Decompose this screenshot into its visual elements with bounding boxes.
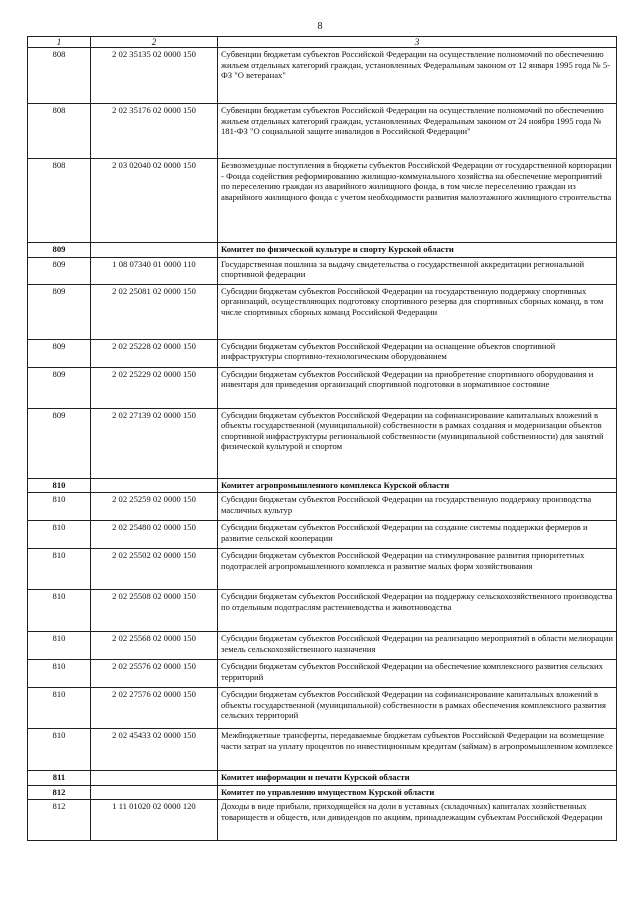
table-row xyxy=(28,284,617,339)
revenue-name-cell: Комитет информации и печати Курской области xyxy=(218,771,617,786)
budget-class-code-cell: 2 02 27576 02 0000 150 xyxy=(91,688,218,729)
revenue-name-cell: Субсидии бюджетам субъектов Российской Федерации на обеспечение комплексного развития сельских территорий xyxy=(218,660,617,688)
revenue-name-cell: Безвозмездные поступления в бюджеты субъектов Российской Федерации от государственной корпорации - Фонда содействия реформированию жилищно-коммунального хозяйства на обеспечение мероприятий по переселению граждан из аварийного жилищного фонда, в том числе переселению граждан из аварийного жилищного фонда с учетом необходимости развития малоэтажного жилищного строительства xyxy=(218,159,617,243)
revenue-codes-table xyxy=(27,36,617,841)
revenue-name-cell: Субсидии бюджетам субъектов Российской Федерации на приобретение спортивного оборудования и инвентаря для приведения организаций спортивной подготовки в нормативное состояние xyxy=(218,367,617,408)
column-number-3: 3 xyxy=(218,37,617,48)
admin-code-cell: 809 xyxy=(28,257,91,284)
admin-code-cell: 809 xyxy=(28,367,91,408)
column-number-row xyxy=(28,37,617,48)
table-row xyxy=(28,729,617,771)
budget-class-code-cell: 2 03 02040 02 0000 150 xyxy=(91,159,218,243)
revenue-name-cell: Комитет агропромышленного комплекса Курской области xyxy=(218,478,617,493)
budget-class-code-cell: 1 11 01020 02 0000 120 xyxy=(91,800,218,841)
revenue-name-cell: Межбюджетные трансферты, передаваемые бюджетам субъектов Российской Федерации на возмещение части затрат на уплату процентов по инвестиционным кредитам (займам) в агропромышленном комплексе xyxy=(218,729,617,771)
table-row xyxy=(28,104,617,159)
budget-class-code-cell xyxy=(91,478,218,493)
budget-class-code-cell: 2 02 25229 02 0000 150 xyxy=(91,367,218,408)
table-row xyxy=(28,632,617,660)
admin-code-cell: 812 xyxy=(28,800,91,841)
table-row xyxy=(28,48,617,104)
admin-code-cell: 810 xyxy=(28,632,91,660)
budget-class-code-cell: 2 02 25502 02 0000 150 xyxy=(91,549,218,590)
budget-class-code-cell: 2 02 25228 02 0000 150 xyxy=(91,339,218,367)
revenue-name-cell: Субвенции бюджетам субъектов Российской Федерации на осуществление полномочий по обеспечению жильем отдельных категорий граждан, установленных Федеральным законом от 24 ноября 1995 года № 181-ФЗ "О социальной защите инвалидов в Российской Федерации" xyxy=(218,104,617,159)
budget-class-code-cell: 2 02 25081 02 0000 150 xyxy=(91,284,218,339)
table-row xyxy=(28,408,617,478)
admin-code-cell: 810 xyxy=(28,493,91,521)
admin-code-cell: 810 xyxy=(28,478,91,493)
revenue-name-cell: Комитет по физической культуре и спорту Курской области xyxy=(218,243,617,258)
admin-code-cell: 808 xyxy=(28,48,91,104)
table-row xyxy=(28,800,617,841)
budget-class-code-cell: 2 02 35176 02 0000 150 xyxy=(91,104,218,159)
table-row xyxy=(28,549,617,590)
budget-class-code-cell: 2 02 25480 02 0000 150 xyxy=(91,521,218,549)
admin-code-cell: 808 xyxy=(28,104,91,159)
section-header-row xyxy=(28,478,617,493)
budget-class-code-cell: 1 08 07340 01 0000 110 xyxy=(91,257,218,284)
section-header-row xyxy=(28,785,617,800)
budget-class-code-cell: 2 02 35135 02 0000 150 xyxy=(91,48,218,104)
table-row xyxy=(28,688,617,729)
table-row xyxy=(28,521,617,549)
admin-code-cell: 808 xyxy=(28,159,91,243)
budget-class-code-cell xyxy=(91,785,218,800)
admin-code-cell: 811 xyxy=(28,771,91,786)
revenue-name-cell: Субсидии бюджетам субъектов Российской Федерации на создание системы поддержки фермеров и развитие сельской кооперации xyxy=(218,521,617,549)
column-number-1: 1 xyxy=(28,37,91,48)
admin-code-cell: 810 xyxy=(28,660,91,688)
table-row xyxy=(28,339,617,367)
admin-code-cell: 809 xyxy=(28,408,91,478)
budget-class-code-cell: 2 02 25576 02 0000 150 xyxy=(91,660,218,688)
revenue-name-cell: Субсидии бюджетам субъектов Российской Федерации на стимулирование развития приоритетных подотраслей агропромышленного комплекса и развитие малых форм хозяйствования xyxy=(218,549,617,590)
revenue-name-cell: Субсидии бюджетам субъектов Российской Федерации на поддержку сельскохозяйственного производства по отдельным подотраслям растениеводства и животноводства xyxy=(218,590,617,632)
admin-code-cell: 809 xyxy=(28,243,91,258)
section-header-row xyxy=(28,771,617,786)
revenue-name-cell: Субсидии бюджетам субъектов Российской Федерации на оснащение объектов спортивной инфраструктуры спортивно-технологическим оборудованием xyxy=(218,339,617,367)
budget-class-code-cell xyxy=(91,243,218,258)
table-row xyxy=(28,159,617,243)
admin-code-cell: 810 xyxy=(28,729,91,771)
budget-class-code-cell: 2 02 27139 02 0000 150 xyxy=(91,408,218,478)
budget-class-code-cell xyxy=(91,771,218,786)
admin-code-cell: 810 xyxy=(28,590,91,632)
budget-class-code-cell: 2 02 25508 02 0000 150 xyxy=(91,590,218,632)
revenue-name-cell: Субсидии бюджетам субъектов Российской Федерации на реализацию мероприятий в области мелиорации земель сельскохозяйственного назначения xyxy=(218,632,617,660)
admin-code-cell: 810 xyxy=(28,549,91,590)
admin-code-cell: 809 xyxy=(28,339,91,367)
admin-code-cell: 809 xyxy=(28,284,91,339)
budget-class-code-cell: 2 02 25259 02 0000 150 xyxy=(91,493,218,521)
revenue-name-cell: Субсидии бюджетам субъектов Российской Федерации на государственную поддержку спортивных организаций, осуществляющих подготовку спортивного резерва для спортивных сборных команд, в том числе спортивных сборных команд Российской Федерации xyxy=(218,284,617,339)
table-row xyxy=(28,367,617,408)
table-row xyxy=(28,660,617,688)
revenue-name-cell: Субсидии бюджетам субъектов Российской Федерации на софинансирование капитальных вложений в объекты государственной (муниципальной) собственности в рамках создания и модернизации объектов спортивной инфраструктуры региональной собственности (муниципальной собственности) для занятий физической культурой и спортом xyxy=(218,408,617,478)
revenue-name-cell: Субсидии бюджетам субъектов Российской Федерации на государственную поддержку производства масличных культур xyxy=(218,493,617,521)
admin-code-cell: 810 xyxy=(28,688,91,729)
budget-class-code-cell: 2 02 45433 02 0000 150 xyxy=(91,729,218,771)
revenue-name-cell: Субсидии бюджетам субъектов Российской Федерации на софинансирование капитальных вложений в объекты государственной (муниципальной) собственности в рамках обеспечения комплексного развития сельских территорий xyxy=(218,688,617,729)
admin-code-cell: 812 xyxy=(28,785,91,800)
revenue-name-cell: Государственная пошлина за выдачу свидетельства о государственной аккредитации региональной спортивной федерации xyxy=(218,257,617,284)
column-number-2: 2 xyxy=(91,37,218,48)
section-header-row xyxy=(28,243,617,258)
table-row xyxy=(28,493,617,521)
revenue-name-cell: Комитет по управлению имуществом Курской области xyxy=(218,785,617,800)
table-row xyxy=(28,590,617,632)
budget-class-code-cell: 2 02 25568 02 0000 150 xyxy=(91,632,218,660)
revenue-name-cell: Субвенции бюджетам субъектов Российской Федерации на осуществление полномочий по обеспечению жильем отдельных категорий граждан, установленных Федеральным законом от 12 января 1995 года № 5-ФЗ "О ветеранах" xyxy=(218,48,617,104)
revenue-name-cell: Доходы в виде прибыли, приходящейся на доли в уставных (складочных) капиталах хозяйственных товариществ и обществ, или дивидендов по акциям, принадлежащим субъектам Российской Федерации xyxy=(218,800,617,841)
table-row xyxy=(28,257,617,284)
page-number: 8 xyxy=(317,21,323,32)
admin-code-cell: 810 xyxy=(28,521,91,549)
